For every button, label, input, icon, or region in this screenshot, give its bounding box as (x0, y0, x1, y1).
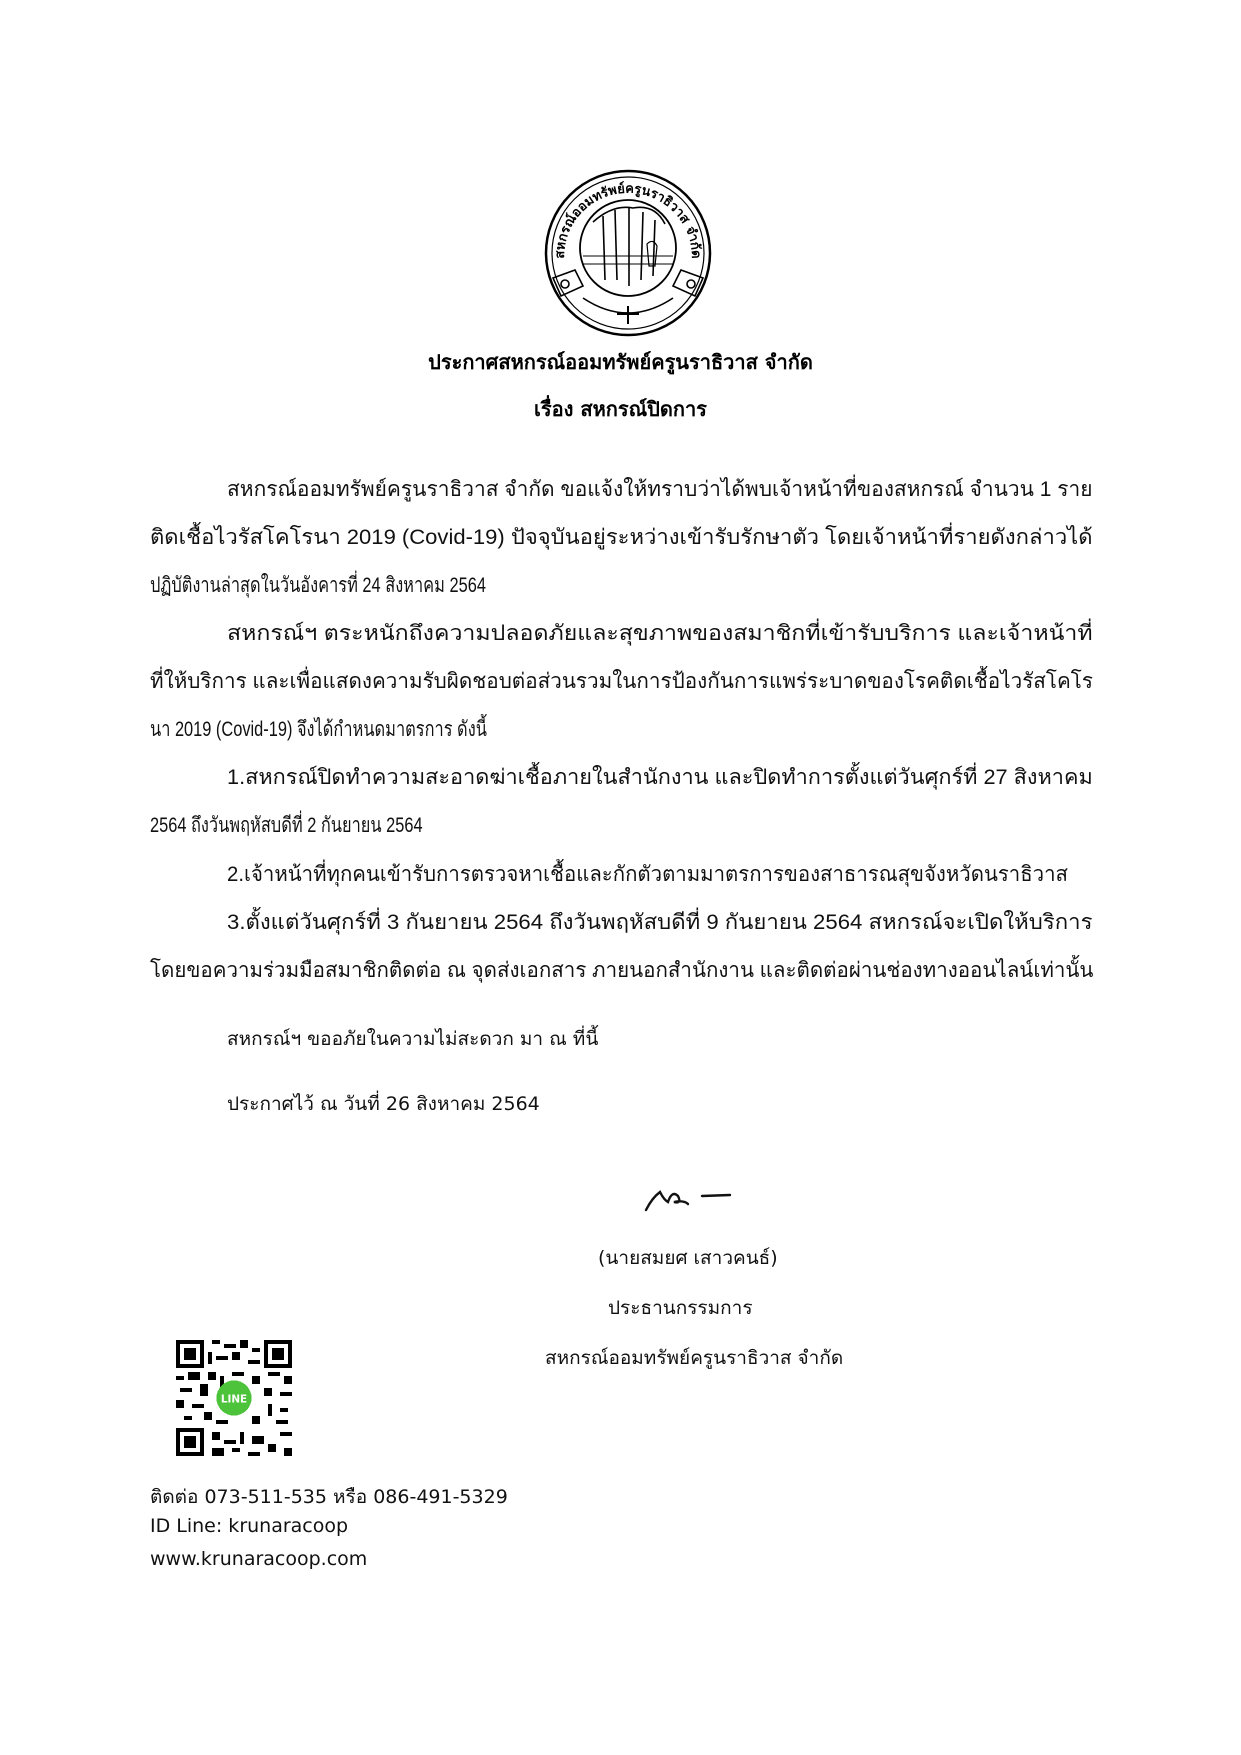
measure-item-3-cont: โดยขอความร่วมมือสมาชิกติดต่อ ณ จุดส่งเอกสาร ภายนอกสำนักงาน และติดต่อผ่านช่องทางออนไลน์เท่านั้น (150, 959, 1094, 982)
signer-organization: สหกรณ์ออมทรัพย์ครูนราธิวาส จำกัด (545, 1347, 844, 1369)
signer-name: (นายสมยศ เสาวคนธ์) (598, 1247, 778, 1269)
body-line: ที่ให้บริการ และเพื่อแสดงความรับผิดชอบต่อส่วนรวมในการป้องกันการแพร่ระบาดของโรคติดเชื้อไวรัสโคโร (150, 670, 1093, 693)
body-line: นา 2019 (Covid-19) จึงได้กำหนดมาตรการ ดังนี้ (150, 718, 487, 741)
svg-text:สหกรณ์ออมทรัพย์ครูนราธิวาส จำก: สหกรณ์ออมทรัพย์ครูนราธิวาส จำกัด (552, 181, 704, 259)
announcement-date: ประกาศไว้ ณ วันที่ 26 สิงหาคม 2564 (227, 1093, 540, 1115)
signer-position: ประธานกรรมการ (608, 1297, 753, 1319)
contact-website-link[interactable]: www.krunaracoop.com (150, 1548, 368, 1570)
cooperative-seal-logo (543, 168, 713, 338)
measure-item-3: 3.ตั้งแต่วันศุกร์ที่ 3 กันยายน 2564 ถึงวันพฤหัสบดีที่ 9 กันยายน 2564 สหกรณ์จะเปิดให้บริการ (227, 911, 1093, 934)
measure-item-2: 2.เจ้าหน้าที่ทุกคนเข้ารับการตรวจหาเชื้อและกักตัวตามมาตรการของสาธารณสุขจังหวัดนราธิวาส (227, 863, 1068, 886)
contact-line-id: ID Line: krunaracoop (150, 1515, 349, 1537)
body-line: สหกรณ์ฯ ตระหนักถึงความปลอดภัยและสุขภาพของสมาชิกที่เข้ารับบริการ และเจ้าหน้าที่ (227, 622, 1093, 645)
handwritten-signature-icon (638, 1178, 768, 1218)
seal-icon (543, 168, 713, 338)
svg-text:LINE: LINE (220, 1393, 248, 1406)
body-line: สหกรณ์ออมทรัพย์ครูนราธิวาส จำกัด ขอแจ้งให้ทราบว่าได้พบเจ้าหน้าที่ของสหกรณ์ จำนวน 1 ราย (227, 478, 1093, 501)
body-line: ปฏิบัติงานล่าสุดในวันอังคารที่ 24 สิงหาคม 2564 (150, 574, 486, 597)
measure-item-1-cont: 2564 ถึงวันพฤหัสบดีที่ 2 กันยายน 2564 (150, 814, 423, 837)
announcement-title: ประกาศสหกรณ์ออมทรัพย์ครูนราธิวาส จำกัด (428, 350, 813, 374)
qr-code-icon (172, 1336, 296, 1460)
apology-text: สหกรณ์ฯ ขออภัยในความไม่สะดวก มา ณ ที่นี้ (227, 1028, 599, 1050)
line-qr-code[interactable] (172, 1336, 296, 1460)
contact-phone: ติดต่อ 073-511-535 หรือ 086-491-5329 (150, 1486, 508, 1508)
signature-image (638, 1178, 768, 1218)
measure-item-1: 1.สหกรณ์ปิดทำความสะอาดฆ่าเชื้อภายในสำนักงาน และปิดทำการตั้งแต่วันศุกร์ที่ 27 สิงหาคม (227, 766, 1093, 789)
body-line: ติดเชื้อไวรัสโคโรนา 2019 (Covid-19) ปัจจุบันอยู่ระหว่างเข้ารับรักษาตัว โดยเจ้าหน้าที่รายดังกล่าวได้ (150, 526, 1093, 549)
announcement-subject: เรื่อง สหกรณ์ปิดการ (534, 397, 707, 421)
